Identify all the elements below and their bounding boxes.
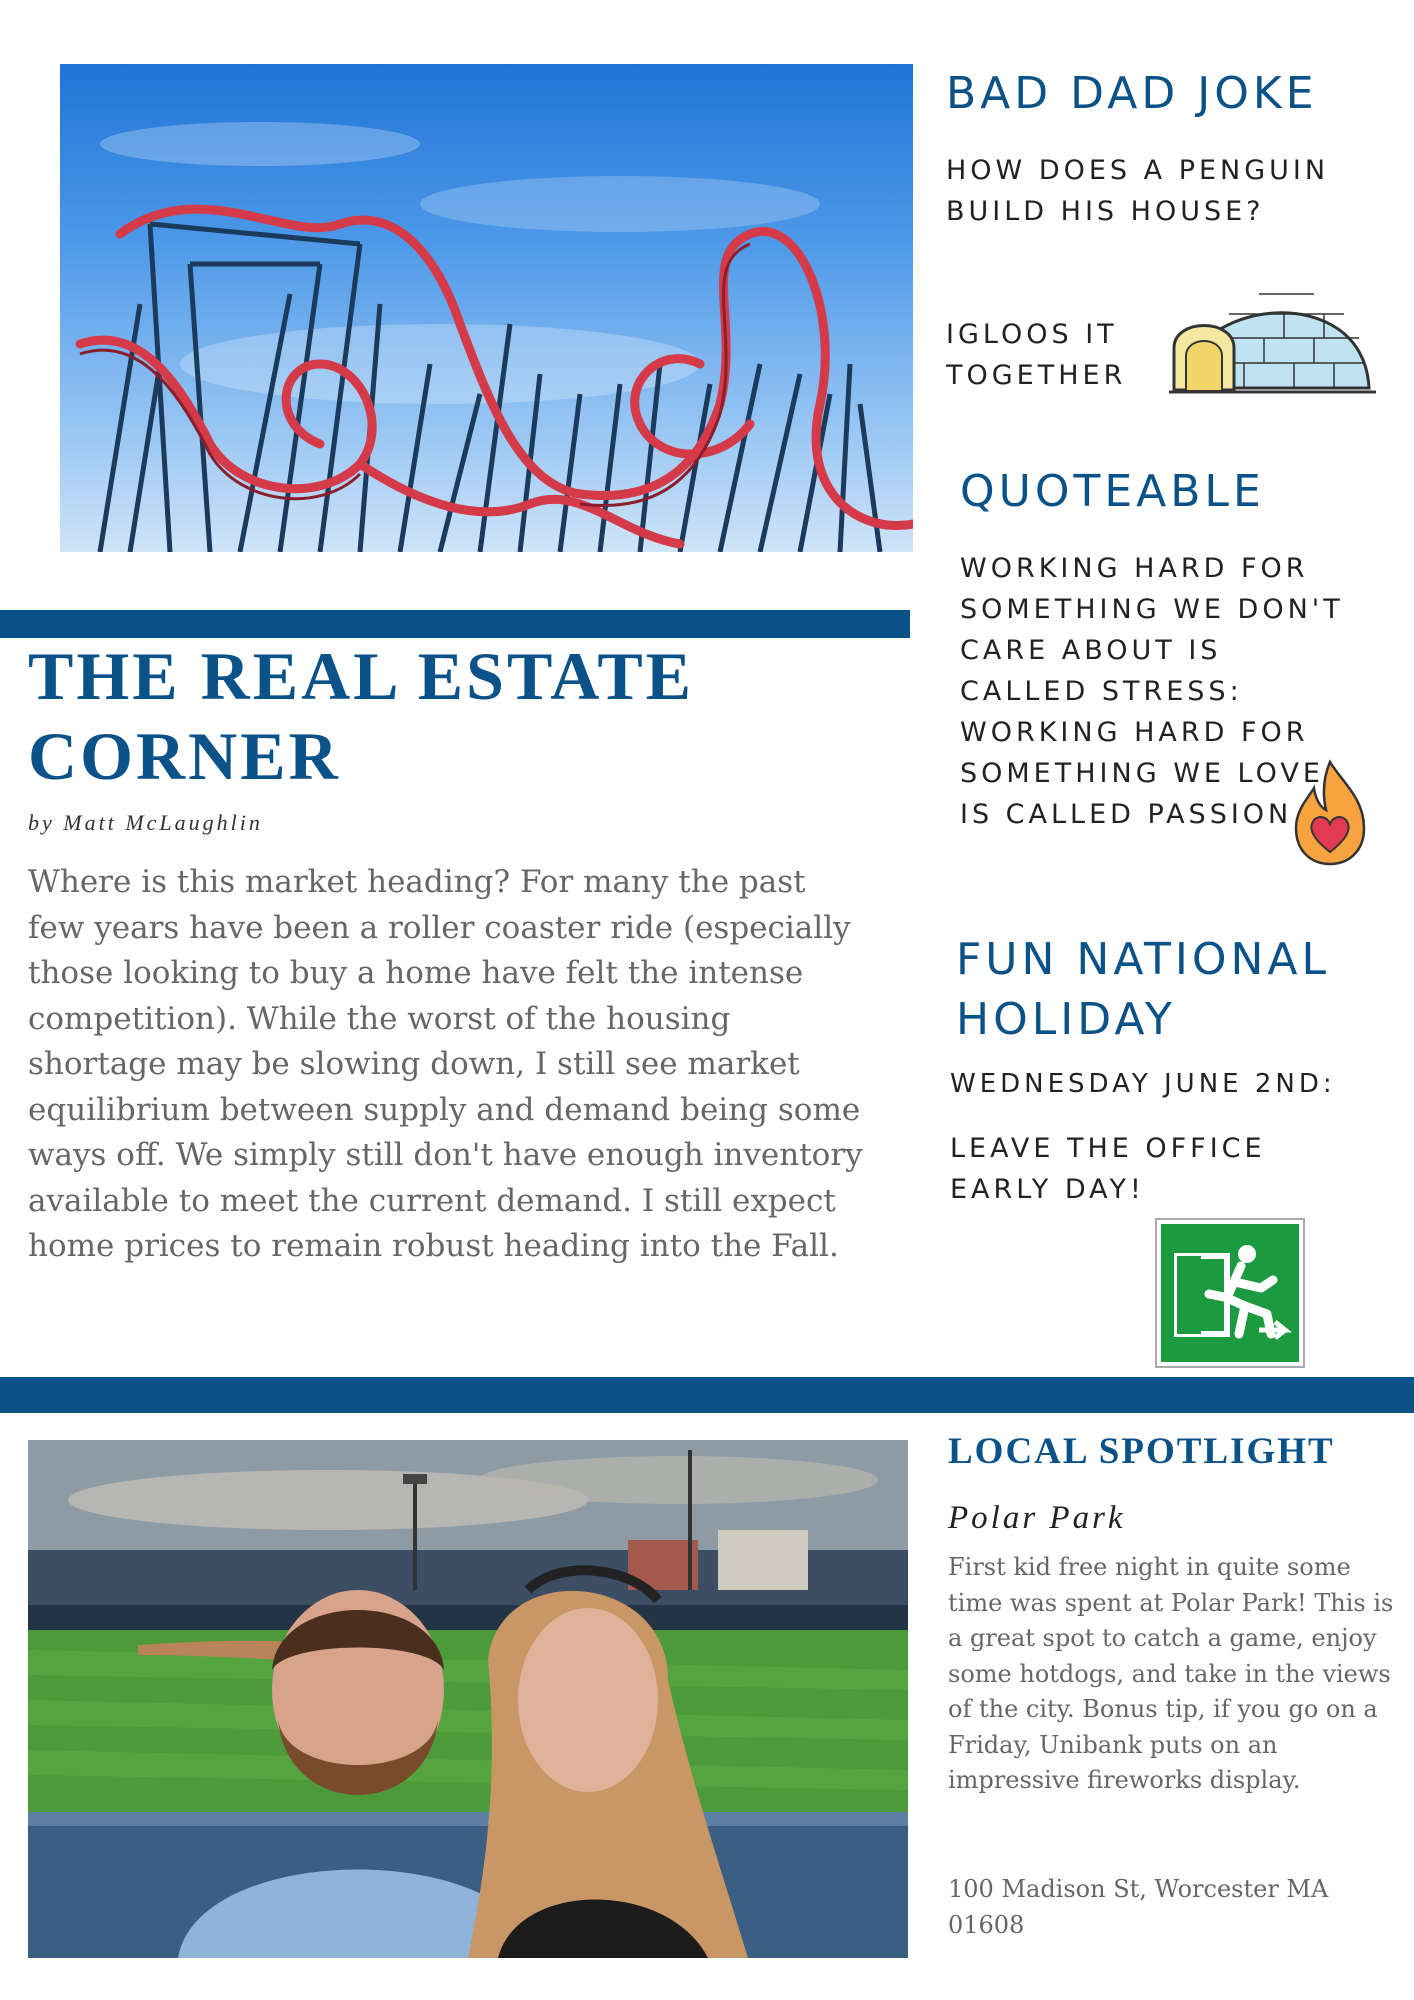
- holiday-title: FUN NATIONAL HOLIDAY: [956, 934, 1331, 1045]
- spotlight-body: First kid free night in quite some time was spent at Polar Park! This is a great spot to catch a game, enjoy some hotdogs, and take in the views of the city. Bonus tip, if you go on a Friday, Unibank puts on an impressive fireworks display.: [948, 1553, 1394, 1794]
- roller-coaster-photo: [60, 64, 913, 552]
- spotlight-title: LOCAL SPOTLIGHT: [948, 1431, 1335, 1472]
- section-divider-middle: [0, 1377, 1414, 1413]
- roller-coaster-illustration: [60, 64, 913, 552]
- joke-title: BAD DAD JOKE: [946, 68, 1318, 119]
- quote-text: WORKING HARD FOR SOMETHING WE DON'T CARE ABOUT IS CALLED STRESS: WORKING HARD FOR SOMETHING WE LOVE IS CALLED PASSION: [960, 553, 1344, 830]
- polar-park-photo: [28, 1440, 908, 1958]
- holiday-name: LEAVE THE OFFICE EARLY DAY!: [950, 1133, 1266, 1205]
- joke-question: HOW DOES A PENGUIN BUILD HIS HOUSE?: [946, 155, 1330, 227]
- article-byline: by Matt McLaughlin: [28, 810, 263, 835]
- igloo-icon: [1164, 258, 1384, 398]
- spotlight-place: Polar Park: [948, 1500, 1126, 1536]
- exit-sign-icon: [1155, 1218, 1305, 1368]
- section-divider-top: [0, 610, 910, 638]
- joke-answer: IGLOOS IT TOGETHER: [946, 319, 1127, 391]
- quote-title: QUOTEABLE: [960, 466, 1265, 517]
- holiday-date: WEDNESDAY JUNE 2ND:: [950, 1069, 1336, 1099]
- article-title: THE REAL ESTATE CORNER: [28, 638, 695, 794]
- flame-heart-icon: [1292, 758, 1368, 868]
- polar-park-illustration: [28, 1440, 908, 1958]
- spotlight-address: 100 Madison St, Worcester MA 01608: [948, 1875, 1329, 1939]
- article-body: Where is this market heading? For many the past few years have been a roller coaster ride (especially those looking to buy a home have felt the intense competition). While the worst of the housing shortage may be slowing down, I still see market equilibrium between supply and demand being some ways off. We simply still don't have enough inventory available to meet the current demand. I still expect home prices to remain robust heading into the Fall.: [28, 864, 863, 1264]
